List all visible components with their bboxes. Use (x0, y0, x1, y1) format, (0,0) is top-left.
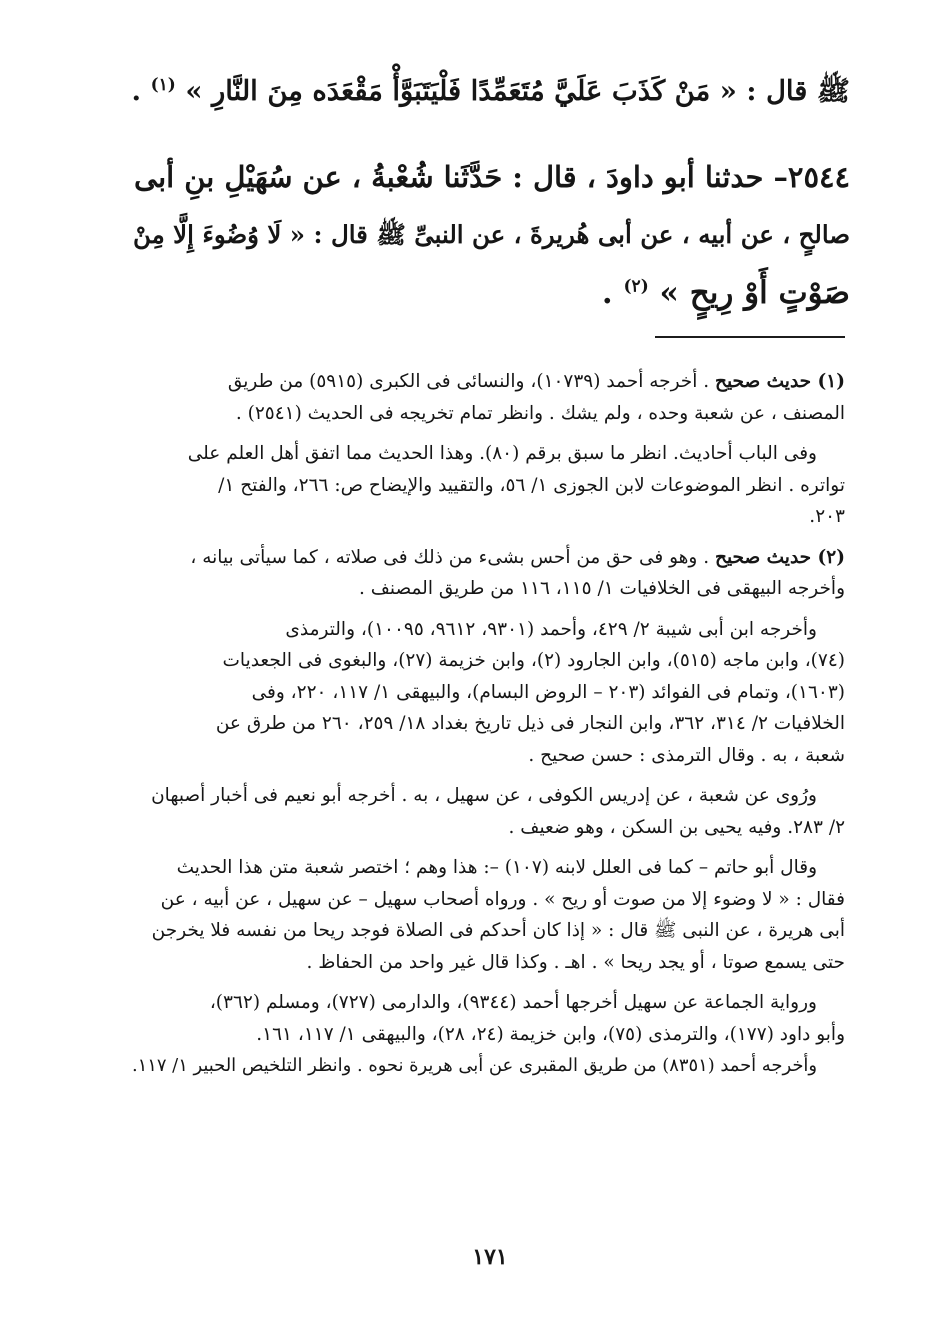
footnote-2-line-11: فقال : « لا وضوء إلا من صوت أو ريح » . ورواه أصحاب سهيل – عن سهيل ، عن أبيه ، عن (160, 888, 845, 910)
footnote-2-line-1-text: . وهو فى حق من أحس بشىء من ذلك فى صلاته ، كما سيأتى بيانه ، (190, 546, 710, 568)
hadith-2544 (130, 148, 850, 322)
main-line-1 (130, 62, 850, 120)
hadith-line-3-end: . (601, 275, 613, 311)
footnote-2-line-13: حتى يسمع صوتا ، أو يجد ريحا » . اهـ . وكذا قال غير واحد من الحفاظ . (306, 951, 845, 973)
footnote-2-line-12: أبى هريرة ، عن النبى ﷺ قال : « إذا كان أحدكم فى الصلاة فوجد ريحا من نفسه فلا يخرجن (151, 920, 845, 941)
footnote-1-line-3: وفى الباب أحاديث. انظر ما سبق برقم (٨٠). وهذا الحديث مما اتفق أهل العلم على (187, 443, 817, 464)
footnote-1-line-4: تواتره . انظر الموضوعات لابن الجوزى ١/ ٥٦، والتقييد والإيضاح ص: ٢٦٦، والفتح ١/ (218, 474, 845, 496)
footnote-2-line-4: (٧٤)، وابن ماجه (٥١٥)، وابن الجارود (٢)، وابن خزيمة (٢٧)، والبغوى فى الجعديات (222, 650, 845, 671)
hadith-line-1 (130, 148, 850, 206)
footnotes (133, 368, 845, 1084)
footnote-1-line-1-text: . أخرجه أحمد (١٠٧٣٩)، والنسائى فى الكبرى (٥٩١٥) من طريق (227, 371, 710, 392)
footnote-2-line-7: شعبة ، به . وقال الترمذى : حسن صحيح . (528, 744, 845, 766)
page-number: ١٧١ (472, 1244, 508, 1270)
footnote-2-line-3: وأخرجه ابن أبى شيبة ٢/ ٤٢٩، وأحمد (٩٣٠١، ٩٦١٢، ١٠٠٩٥)، والترمذى (285, 618, 817, 640)
footnote-ref-2[interactable]: (٢) (623, 276, 649, 297)
footnote-2-line-16: وأخرجه أحمد (٨٣٥١) من طريق المقبرى عن أبى هريرة نحوه . وانظر التلخيص الحبير ١/ ١١٧. (131, 1055, 817, 1076)
hadith-line-1-text: – حدثنا أبو داودَ ، قال : حَدَّثَنا شُعْبةُ ، عن سُهَيْلِ بنِ أبى (134, 160, 788, 194)
footnote-2-line-15: وأبو داود (١٧٧)، والترمذى (٧٥)، وابن خزيمة (٢٤، ٢٨)، والبيهقى ١/ ١١٧، ١٦١. (256, 1023, 845, 1045)
footnote-2-line-9: ٢/ ٢٨٣. وفيه يحيى بن السكن ، وهو ضعيف . (508, 816, 845, 838)
footnote-2-line-10: وقال أبو حاتم – كما فى العلل لابنه (١٠٧) –: هذا وهم ؛ اختصر شعبة متن هذا الحديث (176, 857, 817, 878)
footnote-2-line-1 (133, 544, 845, 576)
footnote-1-label: (١) حديث صحيح (715, 371, 845, 392)
footnote-ref-1[interactable]: (١) (150, 74, 176, 95)
footnote-2-line-2: وأخرجه البيهقى فى الخلافيات ١/ ١١٥، ١١٦ من طريق المصنف . (358, 578, 845, 599)
footnote-1-line-5: ٢٠٣. (809, 506, 845, 527)
hadith-line-3-text: صَوْتٍ أَوْ رِيحٍ » (659, 275, 850, 311)
footnote-divider (655, 336, 845, 338)
footnote-2-line-5: (١٦٠٣)، وتمام فى الفوائد (٢٠٣ – الروض البسام)، والبيهقى ١/ ١١٧، ٢٢٠، وفى (251, 681, 845, 703)
footnote-1-line-2: المصنف ، عن شعبة وحده ، ولم يشك . وانظر تمام تخريجه فى الحديث (٢٥٤١) . (235, 402, 845, 424)
footnote-2-line-8: ورُوى عن شعبة ، عن إدريس الكوفى ، عن سهيل ، به . أخرجه أبو نعيم فى أخبار أصبهان (151, 785, 817, 806)
main-line-1-text: ﷺ قال : « مَنْ كَذَبَ عَلَيَّ مُتَعَمِّدًا فَلْيَتَبَوَّأْ مَقْعَدَه مِنَ النَّارِ » (185, 75, 850, 107)
main-line-1-end: . (131, 75, 142, 107)
hadith-number: ٢٥٤٤ (787, 160, 850, 194)
footnote-2-line-6: الخلافيات ٢/ ٣١٤، ٣٦٢، وابن النجار فى ذيل تاريخ بغداد ١٨/ ٢٥٩، ٢٦٠ من طرق عن (215, 713, 845, 734)
hadith-line-3 (130, 264, 850, 322)
main-text-top (130, 62, 850, 120)
hadith-line-2: صالحٍ ، عن أبيه ، عن أبى هُريرةَ ، عن النبىِّ ﷺ قال : « لَا وُضُوءَ إِلَّا مِنْ (133, 220, 850, 249)
footnote-1-line-1 (133, 368, 845, 400)
footnote-2-label: (٢) حديث صحيح (715, 546, 845, 568)
footnote-2-line-14: ورواية الجماعة عن سهيل أخرجها أحمد (٩٣٤٤)، والدارمى (٧٢٧)، ومسلم (٣٦٢)، (209, 992, 817, 1013)
